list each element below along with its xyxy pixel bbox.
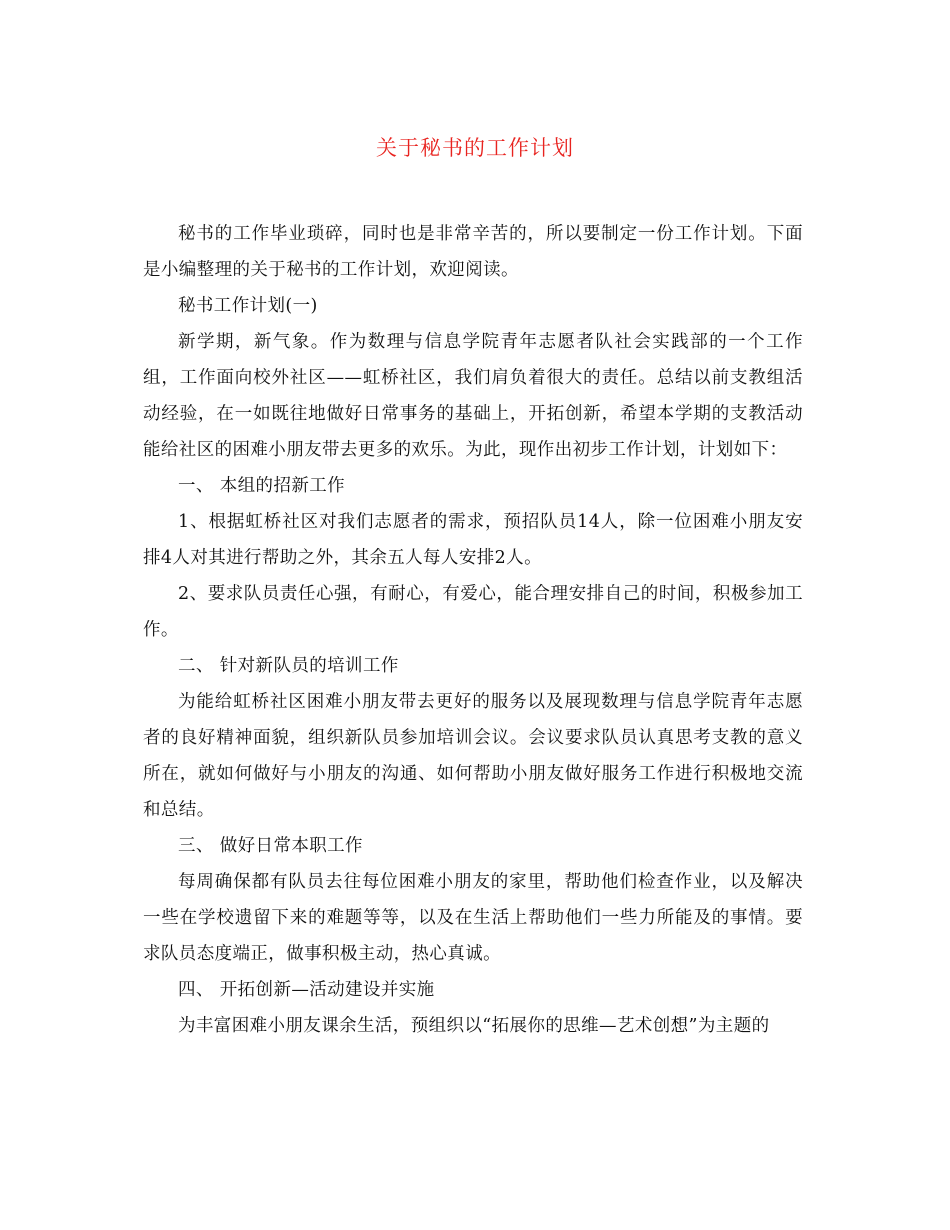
document-title: 关于秘书的工作计划 — [376, 136, 574, 160]
section-heading-recruitment: 一、 本组的招新工作 — [178, 476, 346, 496]
paragraph-intro: 秘书的工作毕业琐碎，同时也是非常辛苦的，所以要制定一份工作计划。下面是小编整理的关于秘书的工作计划，欢迎阅读。 — [143, 224, 803, 280]
section-heading-daily-work: 三、 做好日常本职工作 — [178, 836, 363, 856]
section-heading-plan-one: 秘书工作计划(一) — [178, 296, 318, 316]
paragraph-daily-work: 每周确保都有队员去往每位困难小朋友的家里，帮助他们检查作业，以及解决一些在学校遗留下来的难题等等，以及在生活上帮助他们一些力所能及的事情。要求队员态度端正，做事积极主动，热心真诚。 — [143, 872, 803, 964]
paragraph-innovation: 为丰富困难小朋友课余生活，预组织以“拓展你的思维—艺术创想”为主题的 — [178, 1016, 770, 1036]
paragraph-training: 为能给虹桥社区困难小朋友带去更好的服务以及展现数理与信息学院青年志愿者的良好精神面貌，组织新队员参加培训会议。会议要求队员认真思考支教的意义所在，就如何做好与小朋友的沟通、如何帮助小朋友做好服务工作进行积极地交流和总结。 — [143, 692, 803, 820]
paragraph-overview: 新学期，新气象。作为数理与信息学院青年志愿者队社会实践部的一个工作组，工作面向校外社区——虹桥社区，我们肩负着很大的责任。总结以前支教组活动经验，在一如既往地做好日常事务的基础上，开拓创新，希望本学期的支教活动能给社区的困难小朋友带去更多的欢乐。为此，现作出初步工作计划，计划如下： — [143, 332, 803, 460]
list-item-recruitment-1: 1、根据虹桥社区对我们志愿者的需求，预招队员14人，除一位困难小朋友安排4人对其进行帮助之外，其余五人每人安排2人。 — [143, 512, 803, 568]
document-body — [143, 216, 803, 1044]
section-heading-training: 二、 针对新队员的培训工作 — [178, 656, 399, 676]
list-item-recruitment-2: 2、要求队员责任心强，有耐心，有爱心，能合理安排自己的时间，积极参加工作。 — [143, 584, 803, 640]
section-heading-innovation: 四、 开拓创新—活动建设并实施 — [178, 980, 435, 1000]
